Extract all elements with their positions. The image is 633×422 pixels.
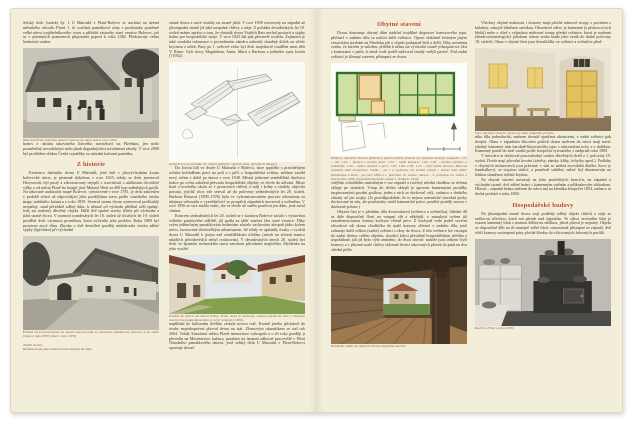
porch-image: [331, 256, 467, 344]
right-page-column-1: [331, 21, 467, 348]
kitchen-1993-image: [475, 239, 611, 326]
paragraph-top: straně dvora a nové stodoly na straně jižní. V roce 1839 existovaly na západní až jihozápadní straně již také nespalné chlévy a stáje. Z počátku devadesátých let 19. století máme zprávu o tom, že vlastník dvora Vojtěch Rais nechal postavit u sýpky kolnu pro hospodářské stroje. V roce 1925 dal pak přestavět stodolu. Zajímavá je také soudobá informace o provedeném záměru nahradit slaměný došek na střeše krytinou z tašek. Brzy po 1. světové válce byl dvůr majetkově rozdělen mezi děti V. Raise: čtyři dcery Magdalenu, Annu, Marii a Barboru a jediného syna Josefa (†1932).: [169, 20, 305, 59]
section-heading-farm-buildings: Hospodářské budovy: [512, 201, 574, 209]
road-1970-image: [23, 236, 159, 330]
hall-image: [475, 48, 611, 131]
courtyard-image: [169, 255, 305, 314]
caption-floor-plan: Půdorys obytného stavení (přízemí a patro-zvýšené přízemí na východní straně). Legenda: 1.01 – síň; 1.02 – kuchyň s torzem pece; 1.03 – malá komora; 1.04, 1.05 – přední světnice a světnička; 1.06 – zadní světnice s pecí; 1.07, 1.08, 1.09, 1.10 – čtyři zadní komory. Barevné rozlišení stáří konstrukcí: hnědě – asi z 2. poloviny 18. století; zeleně – kolem roku 1809; žlutozeleně a žlutě – po roce 1809 a 1. polovina 19. století; okrově – 2. polovina 19. století a kolem roku 1900. (Stavebněhistorický rozbor J. Anderle, 2016): [331, 155, 467, 181]
paragraph-life-2: Koncem sedmdesátých let 20. století se v katastru Bolevce začalo s výstavbou velkého panelového sídliště, jíž padla za oběť značná část staré vesnice. Díky svým jedinečným památkovým hodnotám zůstalo zachováno alespoň jádro kolem návsi, formované středověkým urbanismem. Již tehdy se uplatnily úvahy o využití dvora U Matoušů k jiným než zemědělským účelům (návrh na zřízení stanice mladých přírodovědců nebyl realizován). V devadesátých letech 20. století byl dvůr ve špatném technickém stavu navrácen původním majitelům. Myšlenka na jeho využití: [169, 212, 305, 252]
right-page-column-2: [475, 21, 611, 330]
paragraph-farm-buildings: Na jihozápadní straně dvora stojí podélný zděný objekt chlévů a stáje se sedlovou střechou, která má přesah nad zápražím. Ve zdivu severního štítu je osazen kamenný blok s tesanou křížovou stříškou, jehož původ je nejasný. Objekt se dispozičně dělí na tři nestejně velké části; samostatně přístupné ze zápraží, dvě větší komory zastropené pásy ploché klenby do válcovaných železných profilů: [475, 210, 611, 235]
paragraph-layout: Obytná část je v předním dílu dvoutraktová (světnice a světnička). Střední díl se dále dispozičně člení na vstupní síň a někdejší, v minulosti ovšem již zmodernizovanou černou kuchyni včetně pece. Z kuchyně vede podél severní obvodové zdi domu chodbička do malé komory zřízené v zadním dílu, jenž zahrnuje další velkou (zadní) světnici s okny do dvora. Z této světnice lze vstoupit do zadní třetiny celého objektu, sloužící kdysi převážně hospodářským účelům a uspořádané, jak již bylo výše zmíněno, do dvou úrovní: nahoře jsou celkem čtyři komory a v přízemí malé chlévy sklenuté šesticí takzvaných placek do pasů na dva střední pilíře.: [331, 208, 467, 252]
paragraph-cellar: vnějším schodištěm umístěným v ose zápraží a tvořený střední chodbou se dvěma sklepy po stranách. Vstup do těchto sklepů je upraven kamennými portálky inspirovanými pozdní gotikou; jeden z nich se dochoval celý, zatímco z druhého zůstaly už jen stojky. (Je pravděpodobné, že to nejsou autentické stavební prvky dochované in situ, ale pozůstatky starší kamenické práce, použité později znovu v druhotné poloze.): [331, 180, 467, 210]
photo-farmhouse-1900: [23, 48, 159, 138]
paragraph-doors: V interiéru se dochoval pozoruhodný soubor dřevěných dveří z 1. poloviny 19. století. Dveře mají původní kování (závěsy, zámky, kliky, úchytky apod.). Podlahy v obytných místnostech jsou prkenné, v síni se nalézá novodobá dlažba. Krov je hambalkový, se stojatou stolicí, a poměrně subtilní, neboť byl dimenzován na lehkou slaměnou střešní krytinu.: [475, 153, 611, 178]
paragraph-gates: Na obytné stavení navazují na jeho protilehlých koncích, na západní a východní straně, dvě zděné brány s kamenným ostěním a půlkruhovým obloukem. Hlavní – západní brána směrem do návsi má na klenáku letopočet 1834, zatímco ta druhá pochází z roku 1830.: [475, 176, 611, 197]
areal-sketch-image: [169, 62, 305, 162]
paragraph-monument: budov z okruhu takzvaného lidového stavitelství na Plzeňsku, jen málo pozměněný novodobými nebo jinak degradujícími stavebními zásahy. V roce 2008 byl prohlášen vládou České republiky za národní kulturní památku.: [23, 141, 159, 156]
section-heading-dwelling: Obytné stavení: [377, 21, 421, 28]
front-page-note: Koňská hlava jako znamení nad vstupem do stáje.: [23, 346, 93, 351]
paragraph-closing: například ke kulturním účelům získala novou tvář. Kromě jiného přicházel do úvahy majetkoprávní převod dvora na stát. Zlomovým okamžikem se stal rok 2004. Tehdy Statutární město Plzeň nemovitost vykoupila a o tři roky později ji převedla na Ministerstvo kultury, potažmo na územní odborné pracoviště v Plzni Národního památkového ústavu, jenž selský dvůr U Matoušů v Plzni-Bolevci spravuje dosud.: [169, 321, 305, 351]
floor-plan-image: [331, 63, 467, 156]
paragraph-history: Existence dnešního dvora U Matoušů, jenž leží v jihovýchodním koutu bolevecké návsi, je písemně doložena v roce 1635: tehdy se dvůr jmenoval Hrzywostů, byl pustý a zdevastovaný nejspíš v souvislosti s událostmi třicetileté války a od města Plzně ho koupil jistý Matouš Wezl za 400 kop míšeňských grošů. Na takzvané raabizační mapě Bolevce, vyhotovené v roce 1781, je dvůr zakreslen v podobě zčásti už odpovídající jeho pozdějšímu stavu podle císařského otisku mapy stabilního katastru z roku 1839. Severní stranu dvora vymezoval podlouhlý nespalný, snad převážně zděný dům, k němuž od východu přiléhal užší spalný, tedy asi roubený dřevěný objekt. Další dvě spalné stavby ležely při východní a jižní straně dvora. V rozmezí osmdesátých let 18. století až třicátých let 19. století prodělal dvůr výraznou proměnou, která ovlivnila jeho podobu. Roku 1809 byl postaven nový dům. Zhruba o dvě desetiletí později následovala stavba zděné sýpky (špýcharu) při východní: [23, 170, 159, 233]
photo-road-1970: [23, 236, 159, 330]
caption-road: Pohled od severovýchodu na obytné stavení ještě se slaměnou (doškovou) střechou a na zadní bránu z roku 1830. (Stav v roce 1970): [23, 330, 159, 339]
paragraph-windows: ního dílu jednoduchá, směrem dovnitř opatřená okenicemi, v zadní světnici pak dvojitá. Okna v západním štítovém průčelí domu směrem do návsi mají navíc zdobný kamenný rám barokně-klasicistního typu s takzvanými uchy a s drážkou. Kamenný portál do síně vznikl podle letopočtu vytesaného v nadpraží roku 1809.: [475, 134, 611, 154]
caption-courtyard: Pohled do dvora od hlavní brány. Zcela vlevo je kamenný vstupní portál do síně v obytném stavení (na nadpraží portálu je vyryt letopočet 1809).: [169, 313, 305, 323]
left-page-column-1: [23, 21, 159, 351]
caption-kitchen: Kuchyň. (Foto z roku 1993): [475, 325, 514, 330]
left-page-column-2: [169, 21, 305, 351]
paragraph-dwelling-intro: Dvoru dominuje obytný dům tradiční trojdílné dispozice komorového typu, přičemž v zadním dílu se nalézá další světnice. Oproti obdobně řešeným jiným vesnickým stavbám na Plzeňsku jde o objekt podstatně širší a delší. Díky mírnému svahu, ve kterém je založen, přiléhá k němu na východní straně jednopatrová část s komorami v patře, k nimž vede podél nádvorní fasády vnější pavlač. Pod zadní světnicí je klenutý suterén, přístupný ze dvora: [331, 30, 467, 59]
front-page-note-label: Titulní strana:: [23, 342, 44, 347]
section-heading-history: Z historie: [76, 161, 106, 169]
sketch-areal: [169, 62, 305, 162]
caption-hall: Síň v obytném stavení. Vpravo je nika vstupního portálu.: [475, 130, 555, 135]
paragraph-life-1: Do života lidí ve dvoře U Matoušů v Bolevci, úzce spjatého s pravidelným ročním koloběhem prací na poli a s péčí o hospodářská zvířata, neblaze zasáhl nový režim v době po únoru v roce 1948. Místní jednotné zemědělské družstvo krátce po svém založení převzalo hospodářské objekty ve dvoře do užívání. Místo koní a hovězího skotu se v prostorách chlévů a stájí i kolny a stodoly objevila prasata, jejichž chov zde setrval až do poloviny sedmdesátých let 20. století. Barbora Raisová (1899–1976) byla ve vykonstruovaném procesu odsouzena za údajnou velezradu a vyzvědačství ve prospěch západních mocností a uvězněna. V roce 1956 se sice mohla vrátit, ale ve dvoře už směla používat jen dům, jenž začal chátrat.: [169, 165, 305, 214]
photo-hall: [475, 48, 611, 131]
caption-farmhouse: Hlavní průčelí obytného stavení směrem do návsi kolem roku 1900.: [23, 137, 118, 142]
paragraph-walls: Všechny obytné místnosti i komory mají ploché trámové stropy s povalem z kulatiny, zakryté hliněnou omítkou. Obvodové zdivo je kamenné (z pískovcových bloků) nebo z cihel s výjimkou nádvorní strany přední světnice, která je roubená (dendrochronologický průzkum tohoto srubu klade jeho vznik do druhé poloviny 18. století). Okna v obytné části jsou dvoukřídlá, ve světnici a světničce před-: [475, 20, 611, 44]
center-fold: [308, 9, 324, 412]
booklet-spread: [10, 8, 623, 413]
photo-courtyard: [169, 255, 305, 314]
paragraph-intro: Selský dvůr (statek) čp. 1 U Matoušů v Plzni-Bolevci se nachází na území městského obvodu Plzeň 1. Je součástí památkové zóny s pozůstatky poměrně velké návsi trojúhelníkového tvaru a přilehlé zástavby staré vesnice Bolevec, jež se v písemných pramenech připomíná poprvé k roku 1382. Představuje velmi hodnotný soubor: [23, 20, 159, 44]
caption-sketch: Areál dvora na počátku 20. století (fakticky i dnešní stav). (Kresba P. Rieger): [169, 162, 277, 166]
photo-kitchen: [475, 239, 611, 326]
caption-porch: Pavláčka vzadu na nádvorní straně obytného stavení.: [331, 343, 406, 348]
farmhouse-1900-image: [23, 48, 159, 138]
floor-plan: [331, 63, 467, 156]
photo-porch: [331, 256, 467, 344]
